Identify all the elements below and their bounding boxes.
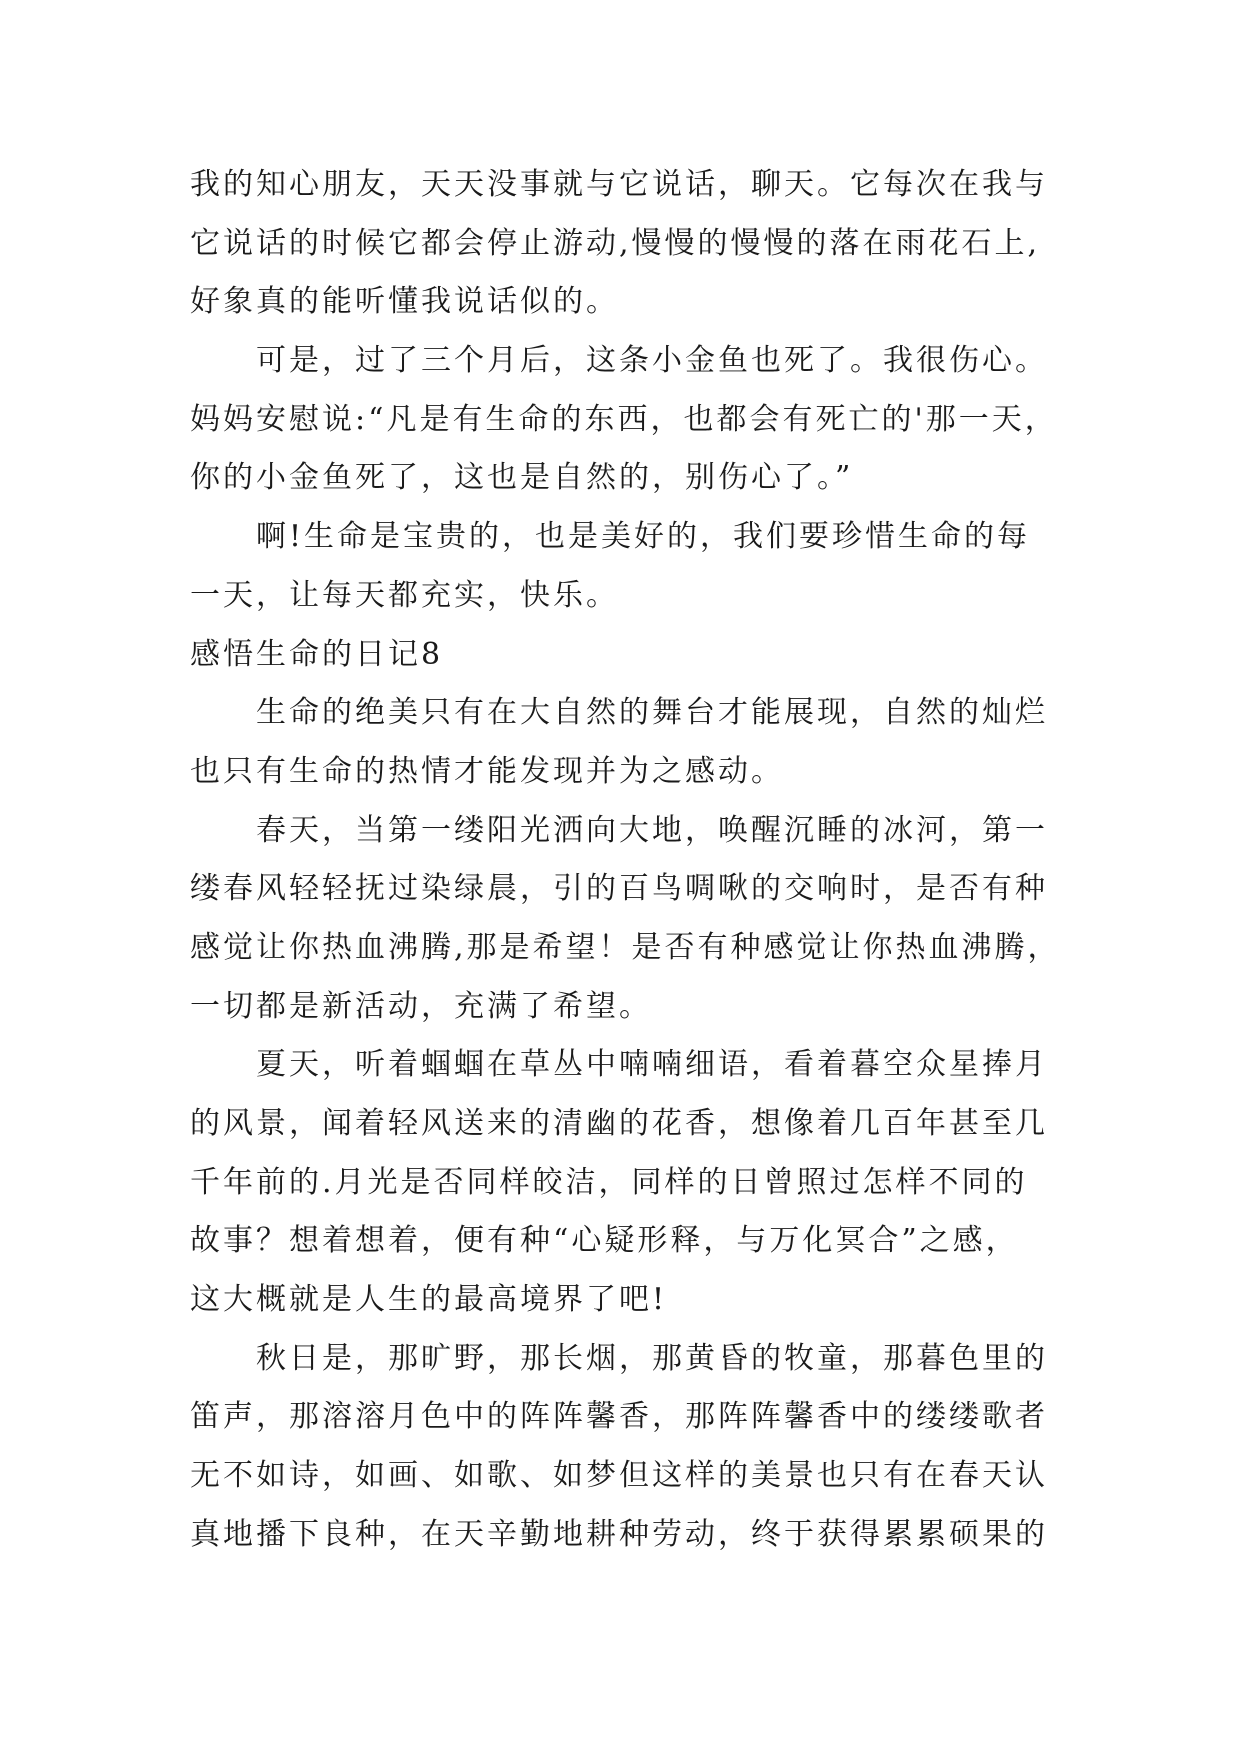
- text-line: 也只有生命的热情才能发现并为之感动。: [190, 753, 784, 789]
- text-line: 妈妈安慰说:“凡是有生命的东西，也都会有死亡的'那一天，: [190, 401, 1058, 437]
- text-line: 可是，过了三个月后，这条小金鱼也死了。我很伤心。: [256, 343, 1048, 379]
- text-line: 无不如诗，如画、如歌、如梦但这样的美景也只有在春天认: [190, 1458, 1048, 1494]
- text-line: 好象真的能听懂我说话似的。: [190, 284, 619, 320]
- text-line: 夏天，听着蝈蝈在草丛中喃喃细语，看着暮空众星捧月: [256, 1047, 1048, 1083]
- section-heading: 感悟生命的日记8: [190, 636, 444, 672]
- text-line: 缕春风轻轻抚过染绿晨，引的百鸟啁啾的交响时，是否有种: [190, 871, 1048, 907]
- text-line: 一天，让每天都充实，快乐。: [190, 577, 619, 613]
- text-line: 春天，当第一缕阳光洒向大地，唤醒沉睡的冰河，第一: [256, 812, 1048, 848]
- text-line: 这大概就是人生的最高境界了吧!: [190, 1282, 668, 1318]
- text-line: 秋日是，那旷野，那长烟，那黄昏的牧童，那暮色里的: [256, 1340, 1048, 1376]
- text-line: 感觉让你热血沸腾,那是希望！是否有种感觉让你热血沸腾，: [190, 929, 1061, 965]
- text-line: 你的小金鱼死了，这也是自然的，别伤心了。”: [190, 460, 854, 496]
- text-line: 啊!生命是宝贵的，也是美好的，我们要珍惜生命的每: [256, 519, 1031, 555]
- text-line: 一切都是新活动，充满了希望。: [190, 988, 652, 1024]
- text-line: 千年前的.月光是否同样皎洁，同样的日曾照过怎样不同的: [190, 1164, 1028, 1200]
- text-line: 我的知心朋友，天天没事就与它说话，聊天。它每次在我与: [190, 167, 1048, 202]
- text-line: 笛声，那溶溶月色中的阵阵馨香，那阵阵馨香中的缕缕歌者: [190, 1399, 1048, 1435]
- text-line: 真地播下良种，在天辛勤地耕种劳动，终于获得累累硕果的: [190, 1516, 1048, 1552]
- text-line: 它说话的时候它都会停止游动,慢慢的慢慢的落在雨花石上,: [190, 225, 1041, 261]
- text-line: 生命的绝美只有在大自然的舞台才能展现，自然的灿烂: [256, 695, 1048, 731]
- document-body: [190, 156, 1090, 1565]
- text-line: 的风景，闻着轻风送来的清幽的花香，想像着几百年甚至几: [190, 1106, 1048, 1141]
- text-line: 故事？想着想着，便有种“心疑形释，与万化冥合”之感，: [190, 1223, 1019, 1259]
